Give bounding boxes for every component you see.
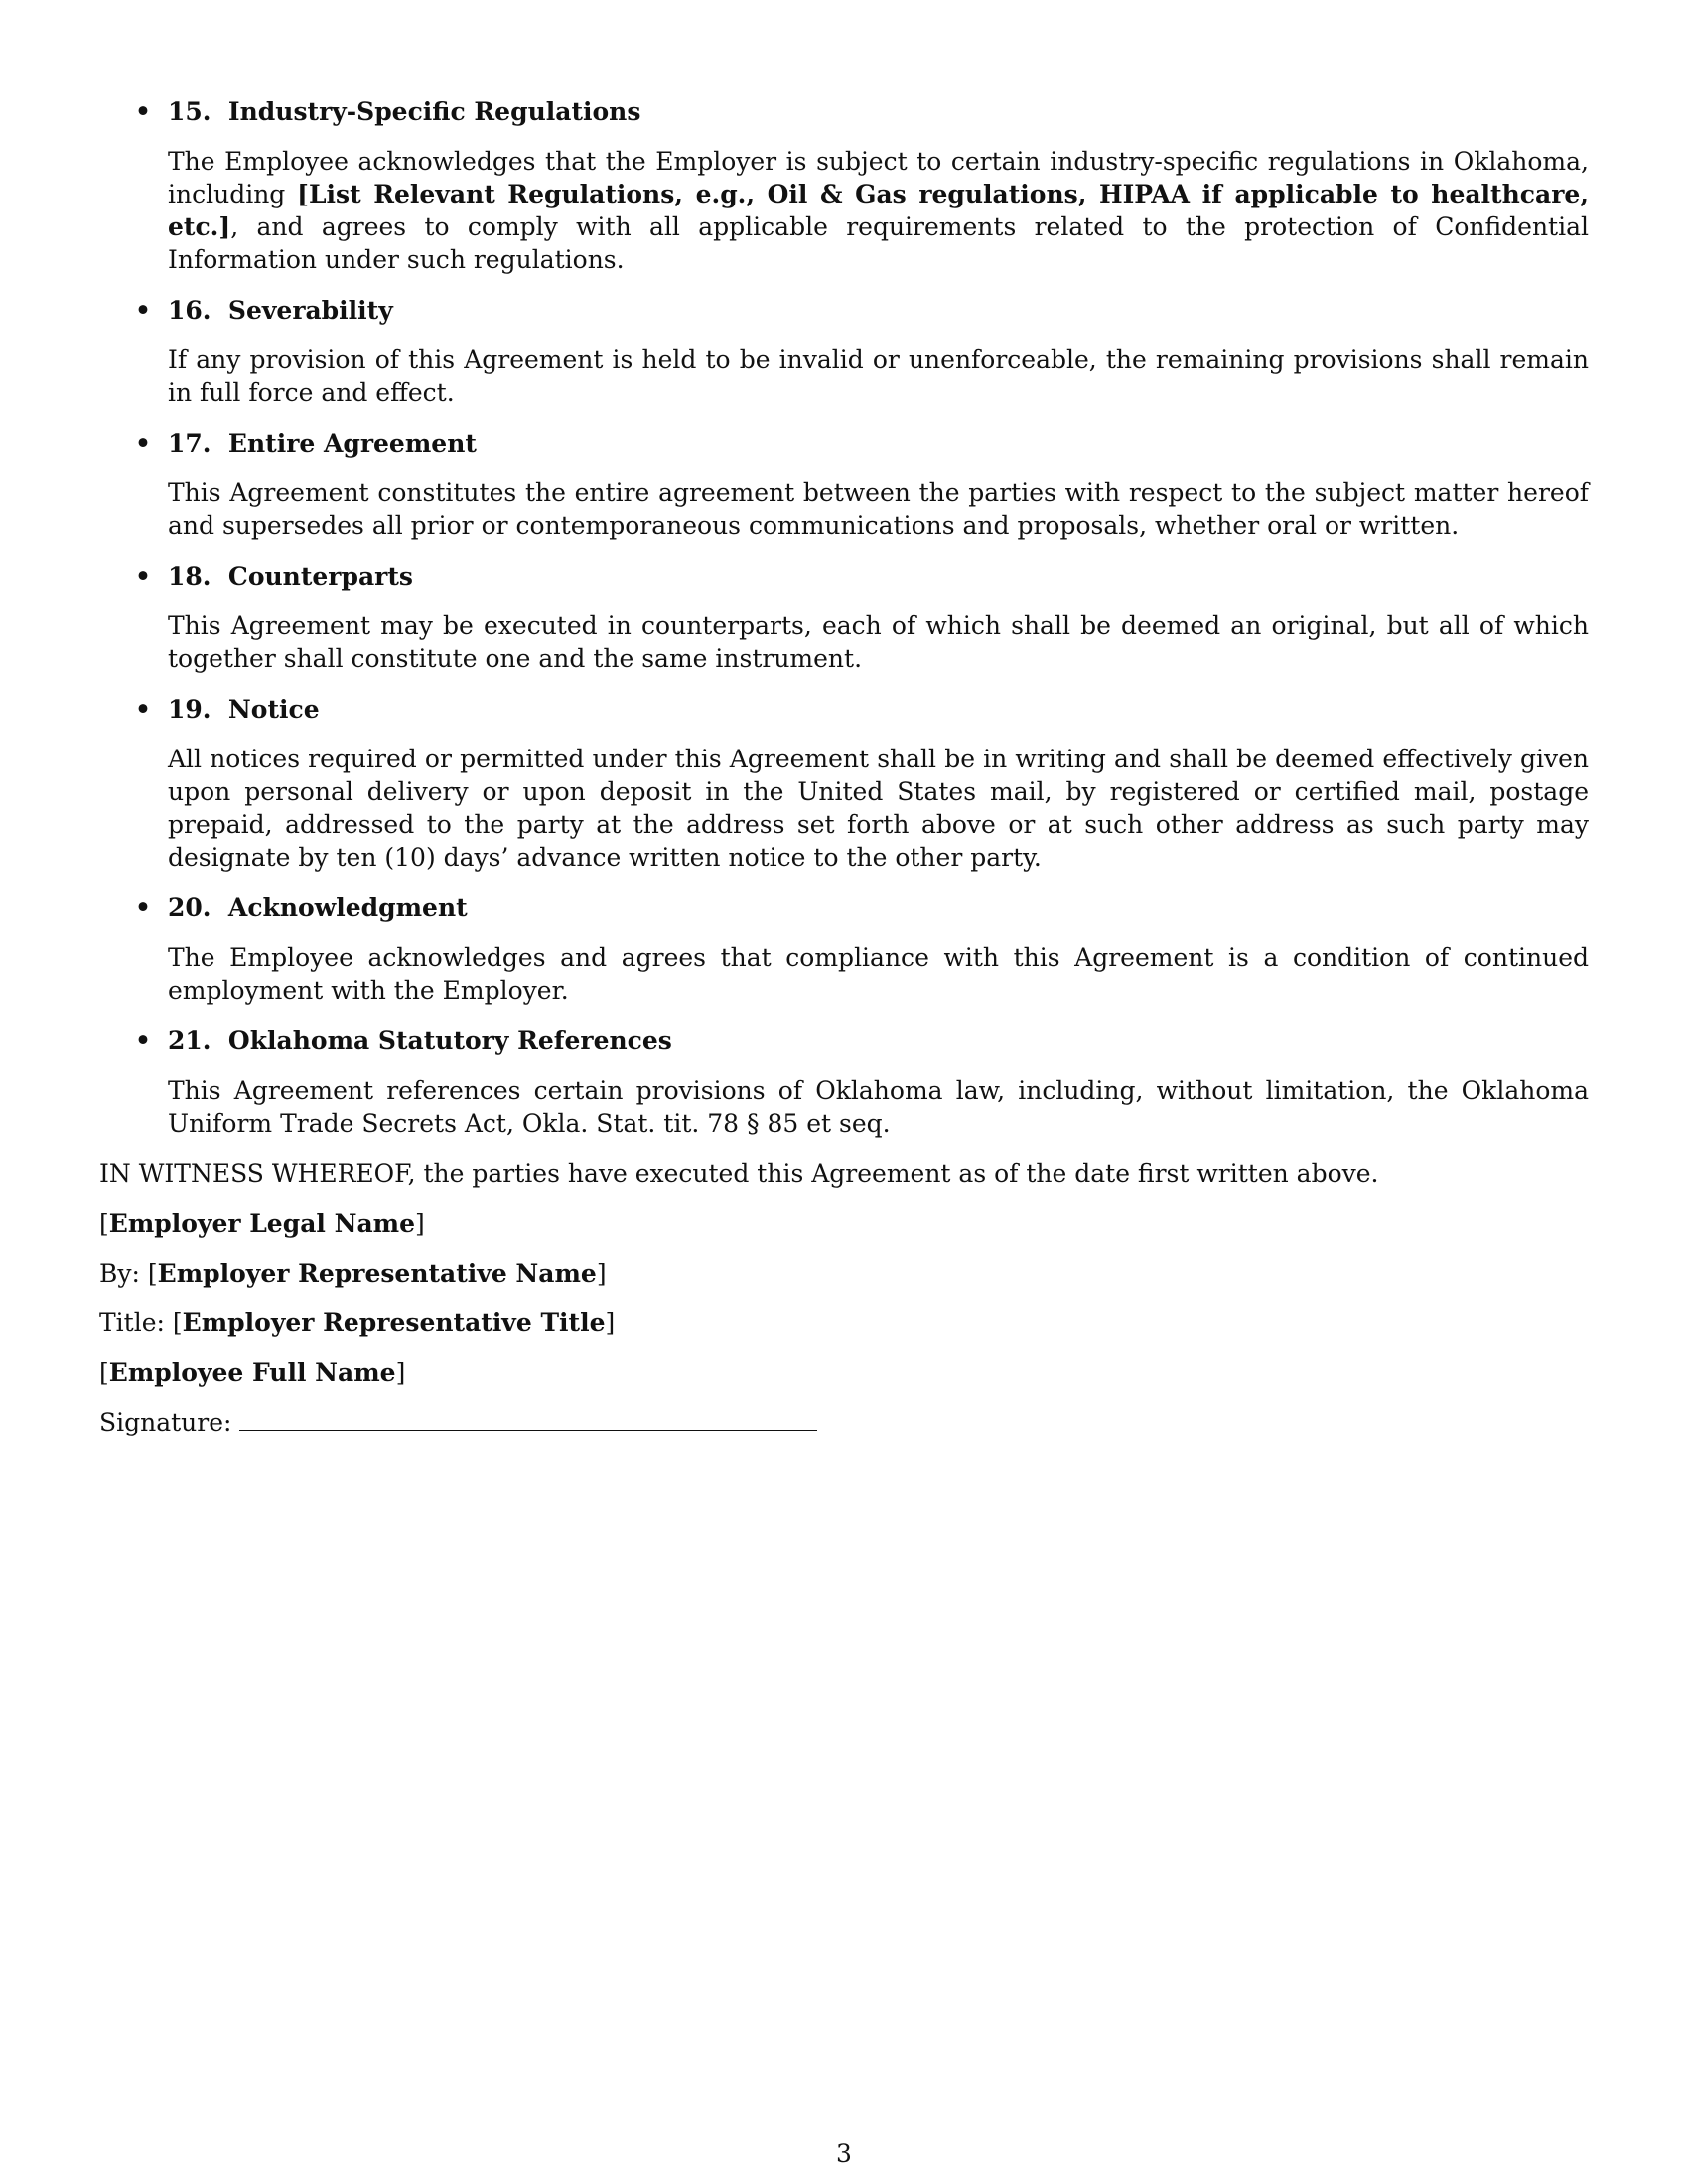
section-heading [168, 427, 1589, 460]
representative-title-placeholder: Employer Representative Title [182, 1308, 606, 1337]
section-21 [99, 1024, 1589, 1140]
employer-name-placeholder: Employer Legal Name [108, 1209, 416, 1238]
representative-title-line: Title: [Employer Representative Title] [99, 1308, 616, 1337]
representative-name-line: By: [Employer Representative Name] [99, 1259, 607, 1288]
section-heading [168, 693, 1589, 726]
section-heading [168, 95, 1589, 128]
section-body: This Agreement may be executed in counterparts, each of which shall be deemed an original, but all of which together shall constitute one and the same instrument. [168, 612, 1589, 673]
section-heading [168, 1024, 1589, 1057]
section-number: 20. [168, 893, 211, 922]
section-15 [99, 95, 1589, 276]
section-text-before: The Employee acknowledges that the Employer is subject to certain industry-specific regulations in Oklahoma, including [168, 147, 1589, 208]
section-title: Oklahoma Statutory References [227, 1026, 672, 1055]
section-19 [99, 693, 1589, 874]
witness-clause: IN WITNESS WHEREOF, the parties have executed this Agreement as of the date first written above. [99, 1160, 1379, 1188]
section-title: Entire Agreement [227, 429, 477, 458]
signature-line [99, 1406, 1589, 1438]
section-heading [168, 560, 1589, 593]
section-title: Notice [227, 695, 320, 724]
section-body: The Employee acknowledges and agrees that compliance with this Agreement is a condition of continued employment with the Employer. [168, 943, 1589, 1005]
bullet-icon: • [135, 893, 151, 922]
section-body: All notices required or permitted under this Agreement shall be in writing and shall be deemed effectively given upon personal delivery or upon deposit in the United States mail, by registered or certified mail, postage prepaid, addressed to the party at the address set forth above or at such other address as such party may designate by ten (10) days’ advance written notice to the other party. [168, 745, 1589, 872]
bullet-icon: • [135, 97, 151, 126]
section-title: Industry-Specific Regulations [227, 97, 641, 126]
employer-name-line: [Employer Legal Name] [99, 1209, 425, 1238]
section-number: 19. [168, 695, 211, 724]
section-title: Counterparts [227, 562, 413, 591]
section-title: Severability [227, 296, 393, 325]
bullet-icon: • [135, 1026, 151, 1055]
section-number: 16. [168, 296, 211, 325]
employee-name-placeholder: Employee Full Name [108, 1358, 396, 1387]
section-text-after: , and agrees to comply with all applicable requirements related to the protection of Confidential Information under such regulations. [168, 212, 1589, 274]
section-body: This Agreement references certain provisions of Oklahoma law, including, without limitation, the Oklahoma Uniform Trade Secrets Act, Okla. Stat. tit. 78 § 85 et seq. [168, 1076, 1589, 1138]
bullet-icon: • [135, 695, 151, 724]
title-label: Title: [99, 1308, 165, 1337]
regulations-placeholder: [List Relevant Regulations, e.g., Oil & Gas regulations, HIPAA if applicable to healthcare, etc.] [168, 180, 1589, 241]
section-20 [99, 891, 1589, 1007]
section-18 [99, 560, 1589, 675]
document-page [99, 95, 1589, 1455]
section-number: 17. [168, 429, 211, 458]
signature-label: Signature: [99, 1408, 232, 1436]
section-number: 18. [168, 562, 211, 591]
page-number: 3 [836, 2139, 852, 2168]
section-heading [168, 891, 1589, 924]
section-17 [99, 427, 1589, 542]
bullet-icon: • [135, 296, 151, 325]
section-body: This Agreement constitutes the entire agreement between the parties with respect to the subject matter hereof and supersedes all prior or contemporaneous communications and proposals, whether oral or written. [168, 478, 1589, 540]
by-label: By: [99, 1259, 140, 1288]
section-body: If any provision of this Agreement is held to be invalid or unenforceable, the remaining provisions shall remain in full force and effect. [168, 345, 1589, 407]
section-body [168, 145, 1589, 276]
signature-rule[interactable] [239, 1406, 817, 1431]
bullet-icon: • [135, 562, 151, 591]
representative-name-placeholder: Employer Representative Name [157, 1259, 597, 1288]
section-16 [99, 294, 1589, 409]
bullet-icon: • [135, 429, 151, 458]
section-number: 21. [168, 1026, 211, 1055]
section-number: 15. [168, 97, 211, 126]
section-heading [168, 294, 1589, 327]
employee-name-line: [Employee Full Name] [99, 1358, 406, 1387]
section-title: Acknowledgment [227, 893, 468, 922]
